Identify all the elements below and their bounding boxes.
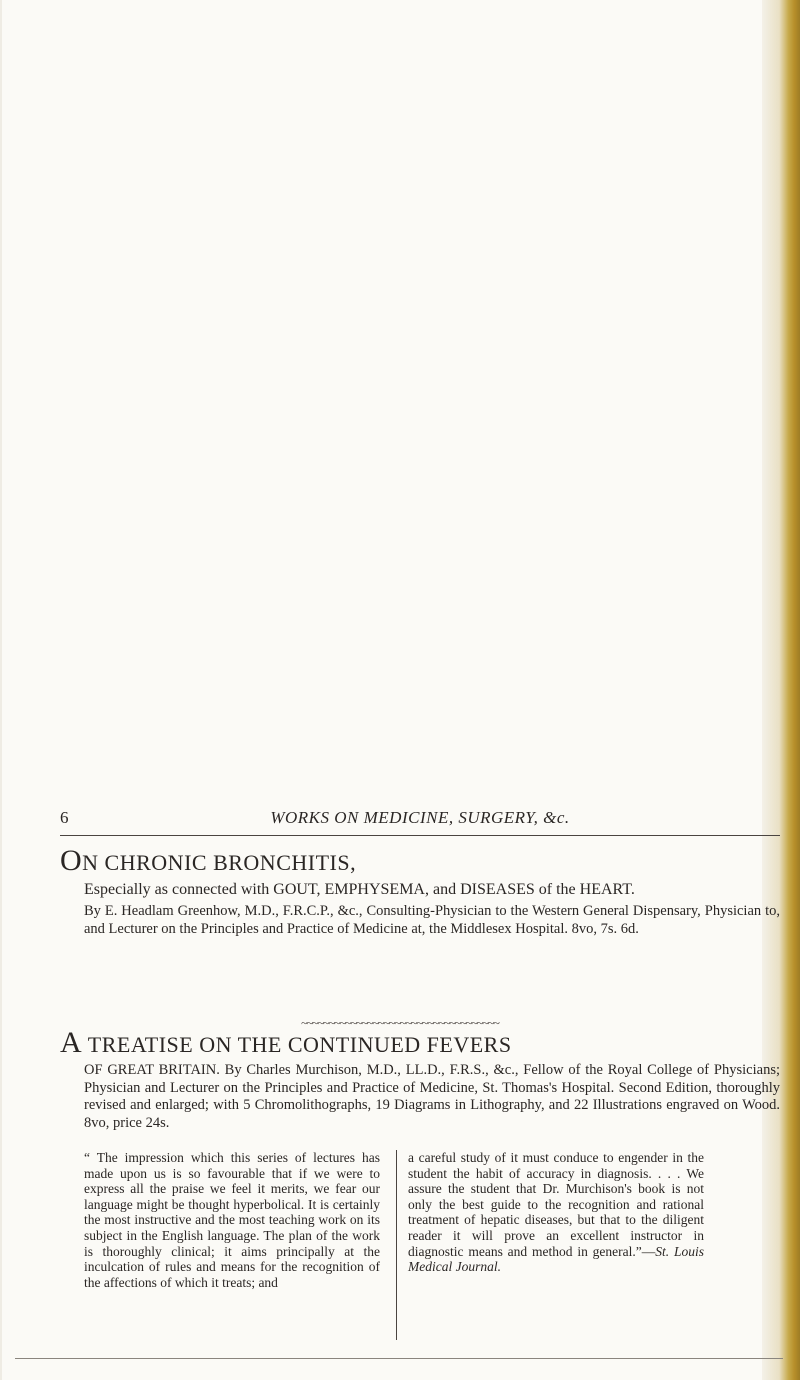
review-quote-left: “ The impression which this series of lectures has made upon us is so favourable that if we were to express all the praise we feel it merits, we fear our language might be thought hyperbolical. It is certainly the most instructive and the most teaching work on its subject in the English language. The plan of the work is thoroughly clinical; it aims principally at the inculcation of rules and means for the recognition of the affections of which it treats; and: [84, 1150, 380, 1290]
quote-source: St. Louis Medical Journal.: [408, 1243, 704, 1275]
title-text: TREATISE ON THE CONTINUED FEVERS: [82, 1032, 512, 1057]
title-initial: O: [60, 844, 83, 877]
quote-text: a careful study of it must conduce to engender in the student the habit of accuracy in diagnosis. . . . We assure the student that Dr. Murchison's book is not only the best guide to the recognition and rational treatment of hepatic diseases, but that to the diligent reader it will prove an excellent instructor in diagnostic means and method in general.”—: [408, 1150, 704, 1259]
header-rule: [60, 835, 780, 836]
entry-author: By E. Headlam Greenhow, M.D., F.R.C.P., &c., Consulting-Physician to the Western General Dispensary, Physician to, and Lecturer on the Principles and Practice of Medicine at, the Middlesex Hospital. 8vo, 7s. 6d.: [84, 903, 780, 937]
left-page-edge: [0, 0, 2, 1380]
gilt-page-edge: [762, 0, 800, 1380]
column-divider: [396, 1150, 397, 1340]
entry-chronic-bronchitis: [60, 844, 780, 938]
title-initial: A: [60, 1026, 83, 1059]
ornament-divider: ~~~~~~~~~~~~~~~~~~~~~~~~~~~~~~~~~~~~: [301, 1016, 499, 1030]
title-text: N CHRONIC BRONCHITIS,: [82, 850, 357, 875]
entry-subtitle: Especially as connected with GOUT, EMPHYSEMA, and DISEASES of the HEART.: [84, 881, 635, 898]
entry-continued-fevers: [60, 1026, 780, 1132]
entry-title: [60, 1026, 780, 1059]
running-title: WORKS ON MEDICINE, SURGERY, &c.: [270, 808, 570, 827]
entry-body: OF GREAT BRITAIN. By Charles Murchison, M.D., LL.D., F.R.S., &c., Fellow of the Royal College of Physicians; Physician and Lecturer on the Principles and Practice of Medicine, St. Thomas's Hospital. Second Edition, thoroughly revised and enlarged; with 5 Chromolithographs, 19 Diagrams in Lithography, and 22 Illustrations engraved on Wood. 8vo, price 24s.: [84, 1062, 780, 1131]
bottom-rule: [15, 1358, 783, 1359]
running-head: [60, 808, 780, 832]
page-number: 6: [60, 808, 69, 827]
entry-title: [60, 844, 780, 877]
review-quote-right: [408, 1150, 704, 1275]
